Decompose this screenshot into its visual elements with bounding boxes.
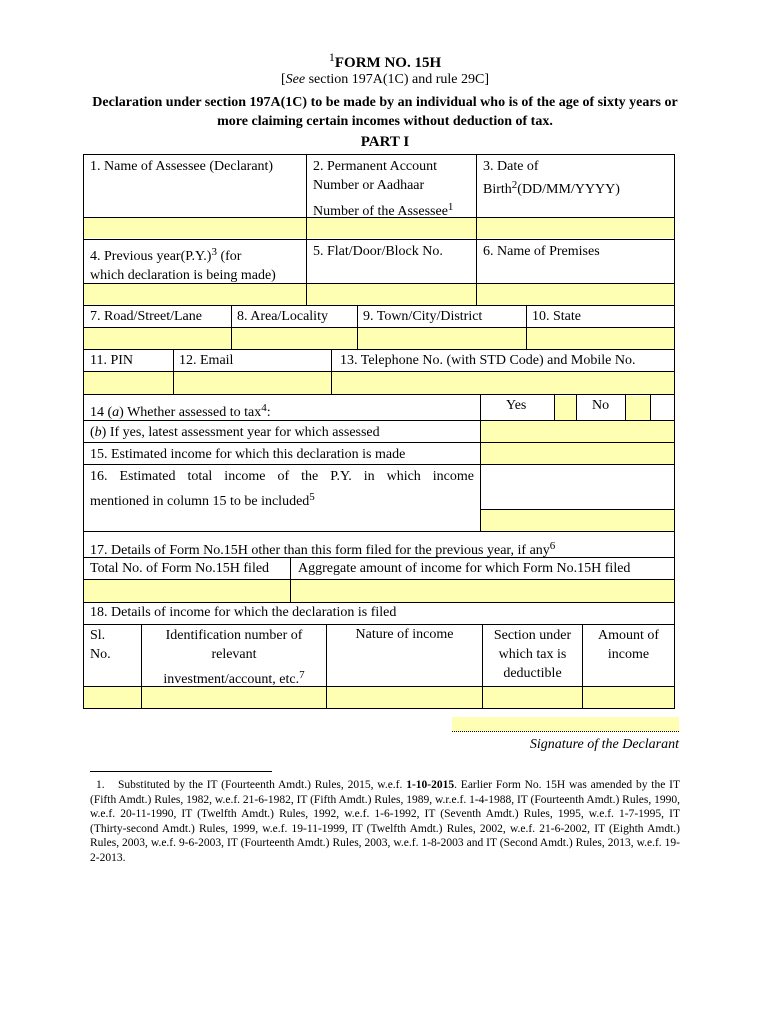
grid-line [480, 394, 481, 531]
label-flat-door-block: 5. Flat/Door/Block No. [313, 244, 443, 259]
assessment-year-input[interactable] [481, 421, 674, 442]
label-estimated-total-income-line2: mentioned in column 15 to be included$^5$ [90, 491, 315, 509]
grid-line [83, 442, 675, 443]
income-id-input[interactable] [142, 687, 326, 708]
grid-line [306, 154, 307, 305]
grid-line [83, 464, 675, 465]
town-input[interactable] [358, 328, 526, 349]
label-total-forms: Total No. of Form No.15H filed [90, 561, 270, 576]
label-assessment-year: (b) If yes, latest assessment year for which assessed [90, 425, 380, 440]
label-aggregate-income: Aggregate amount of income for which Form No.15H filed [298, 561, 631, 576]
pin-input[interactable] [84, 372, 173, 394]
col-section: Section under which tax is deductible [493, 628, 572, 681]
declaration-heading: Declaration under section 197A(1C) to be made by an individual who is of the age of sixty years or more claiming certain incomes without deduction of tax. [92, 95, 678, 129]
label-telephone: 13. Telephone No. (with STD Code) and Mobile No. [340, 353, 636, 368]
grid-line [331, 349, 332, 394]
grid-line [231, 305, 232, 349]
grid-line [83, 394, 675, 395]
label-previous-year: 4. Previous $year(P.Y.)^3$ (for which declaration is being made) [90, 246, 276, 283]
grid-line [83, 531, 675, 532]
label-town: 9. Town/City/District [363, 309, 483, 324]
grid-line [83, 349, 675, 350]
grid-line [83, 579, 675, 580]
label-estimated-total-income: 16. Estimated total income of the P.Y. in which income [90, 469, 474, 484]
flat-input[interactable] [307, 284, 476, 305]
label-road: 7. Road/Street/Lane [90, 309, 202, 324]
aggregate-income-input[interactable] [291, 580, 674, 602]
estimated-income-input[interactable] [481, 443, 674, 464]
grid-line [526, 305, 527, 349]
label-estimated-income: 15. Estimated income for which this declaration is made [90, 447, 406, 462]
label-state: 10. State [532, 309, 581, 324]
income-nature-input[interactable] [327, 687, 482, 708]
col-sl-no: Sl. No. [90, 628, 111, 662]
form-title [0, 50, 770, 72]
label-area: 8. Area/Locality [237, 309, 328, 324]
label-name-of-assessee: 1. Name of Assessee (Declarant) [90, 159, 274, 174]
col-amount: Amount of income [597, 628, 660, 662]
signature-field[interactable] [452, 717, 679, 732]
label-no: No [592, 398, 610, 413]
name-input[interactable] [84, 218, 306, 238]
grid-line [83, 305, 675, 306]
label-form-15h-details: 17. Details of Form No.15H other than this form filed for the previous year, if any$^6$ [90, 540, 556, 558]
see-word: See [285, 72, 306, 87]
label-yes: Yes [506, 398, 527, 413]
footnote: 1. Substituted by the IT (Fourteenth Amdt.) Rules, 2015, w.e.f. 1-10-2015. Earlier Form No. 15H was amended by the IT (Fifth Amdt.) Rules, 1982, w.e.f. 21-6-1982, IT (Fifth Amdt.) Rules, 1989, w.r.e.f. 1-4-1988, IT (Fourteenth Amdt.) Rules, 1990, w.e.f. 20-11-1990, IT (Twelfth Amdt.) Rules, 1992, w.e.f. 1-6-1992, IT (Seventh Amdt.) Rules, 1995, w.e.f. 1-7-1995, IT (Thirty-second Amdt.) Rules, 1999, w.e.f. 19-11-1999, IT (Twelfth Amdt.) Rules, 2002, w.e.f. 21-6-2002, IT (Eighth Amdt.) Rules, 2003, w.e.f. 9-6-2003, IT (Fourteenth Amdt.) Rules, 2003, w.e.f. 1-8-2003 and IT (Second Amdt.) Rules, 2013, w.e.f. 19-2-2013. [90, 779, 680, 864]
grid-line [290, 557, 291, 602]
grid-line [476, 154, 477, 305]
state-input[interactable] [527, 328, 674, 349]
grid-line [83, 371, 675, 372]
grid-line [554, 394, 555, 420]
label-assessed-to-tax: 14 (a) Whether assessed to tax$^4$: [90, 402, 271, 420]
col-nature-of-income: Nature of income [355, 627, 454, 642]
grid-line [83, 239, 675, 240]
email-input[interactable] [174, 372, 331, 394]
grid-line [83, 327, 675, 328]
premises-input[interactable] [477, 284, 674, 305]
road-input[interactable] [84, 328, 231, 349]
label-pin: 11. PIN [90, 353, 134, 368]
total-income-input[interactable] [481, 510, 674, 531]
grid-line [480, 509, 675, 510]
income-section-input[interactable] [483, 687, 582, 708]
signature-label: Signature of the Declarant [529, 737, 679, 752]
grid-line [650, 394, 651, 420]
total-forms-input[interactable] [84, 580, 290, 602]
grid-line [576, 394, 577, 420]
telephone-input[interactable] [332, 372, 674, 394]
pan-input[interactable] [307, 218, 476, 238]
form-title-footnote-ref: 1 [328, 50, 335, 64]
yes-checkbox[interactable] [555, 396, 576, 420]
grid-line [173, 349, 174, 394]
form-subtitle: [See section 197A(1C) and rule 29C] [280, 72, 490, 87]
col-identification-number: Identification number of relevant investment/account, etc.$^7$ [163, 628, 305, 687]
no-checkbox[interactable] [626, 396, 650, 420]
label-name-of-premises: 6. Name of Premises [483, 244, 600, 259]
footnote-divider [90, 771, 272, 772]
income-sl-input[interactable] [84, 687, 141, 708]
label-pan: 2. Permanent Account Number or Aadhaar Number of the Assessee$^1$ [313, 159, 454, 219]
form-number: FORM NO. 15H [334, 55, 442, 71]
area-input[interactable] [232, 328, 357, 349]
grid-line [625, 394, 626, 420]
income-amount-input[interactable] [583, 687, 674, 708]
label-email: 12. Email [179, 353, 234, 368]
dob-input[interactable] [477, 218, 674, 238]
label-income-details: 18. Details of income for which the declaration is filed [90, 605, 397, 620]
previous-year-input[interactable] [84, 284, 306, 305]
label-date-of-birth: 3. Date of Birth$^2$(DD/MM/YYYY) [483, 159, 620, 197]
part-heading: PART I [360, 134, 410, 150]
grid-line [357, 305, 358, 349]
